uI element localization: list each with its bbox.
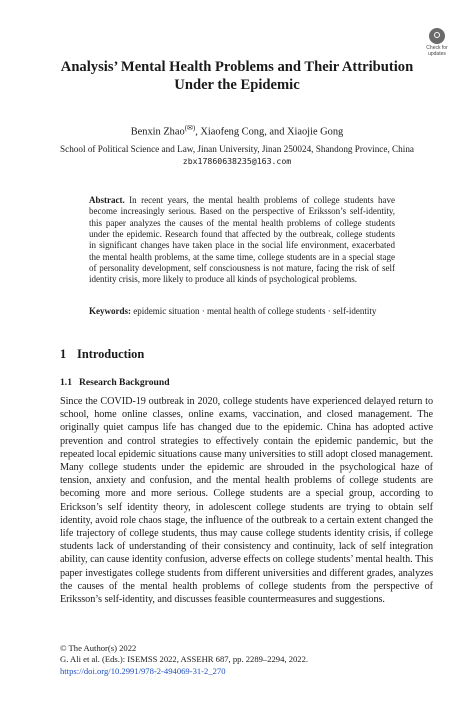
subsection-heading: [60, 377, 170, 389]
affiliation: [40, 144, 434, 167]
corresponding-author: Benxin Zhao: [130, 126, 185, 138]
co-authors: , Xiaofeng Cong, and Xiaojie Gong: [195, 126, 344, 138]
copyright: © The Author(s) 2022: [60, 643, 137, 653]
abstract-text: In recent years, the mental health problems of college students have become increasingly serious. Based on the perspective of Eriksson’s self-identity, this paper analyzes the causes of the mental health problems of college students under the epidemic. Research found that affected by the outbreak, college students in significant changes have taken place in the social life environment, exacerbated the mental health problems, at the same time, college students are in a special stage of personality development, self consciousness is not mature, facing the risk of self identity crisis, more likely to produce all kinds of psychological problems.: [89, 195, 395, 285]
body-paragraph: Since the COVID-19 outbreak in 2020, college students have experienced delayed return to school, home online classes, online exams, vaccination, and closed management. The originally quiet campus life has changed due to the epidemic. China has adopted active prevention and control strategies to effectively contain the epidemic pandemic, but the repeated local epidemic situations cause many universities to still adopt closed management. Many college students under the epidemic are shrouded in the psychological haze of tension, anxiety and confusion, and the mental health problems of college students are becoming more and more serious. College students are a special group, according to Erickson’s self identity theory, in adolescent college students are trying to obtain self identity, avoid role chaos stage, the influence of the outbreak to a certain extent changed the life trajectory of college students, thus may cause college students identity crisis, if college students lack of understanding of their consistency and continuity, lack of self integration ability, can cause identity confusion, adverse effects on college students’ mental health. This paper investigates college students from different universities and different grades, analyzes the causes of the mental health problems of college students from the perspective of Eriksson’s self-identity, and discusses feasible countermeasures and suggestions.: [60, 396, 433, 606]
badge-label: Check for updates: [426, 45, 448, 57]
doi-link[interactable]: https://doi.org/10.2991/978-2-494069-31-2_270: [60, 665, 226, 676]
section-number: 1: [60, 347, 67, 361]
keywords: [89, 306, 419, 317]
abstract: [89, 195, 395, 286]
subsection-title: Research Background: [79, 377, 170, 388]
keywords-text: epidemic situation · mental health of college students · self-identity: [133, 306, 377, 316]
paper-title: Analysis’ Mental Health Problems and Their Attribution Under the Epidemic: [60, 59, 414, 93]
section-heading: [60, 347, 144, 362]
footer: [60, 643, 433, 677]
citation: G. Ali et al. (Eds.): ISEMSS 2022, ASSEHR 687, pp. 2289–2294, 2022.: [60, 654, 309, 665]
abstract-label: Abstract.: [89, 195, 125, 205]
update-icon: [429, 28, 445, 44]
author-line: [40, 122, 434, 138]
keywords-label: Keywords:: [89, 306, 131, 316]
subsection-number: 1.1: [60, 377, 72, 388]
affiliation-text: School of Political Science and Law, Jinan University, Jinan 250024, Shandong Province, China: [60, 144, 414, 154]
author-email[interactable]: zbx17860638235@163.com: [182, 155, 292, 166]
envelope-icon: (✉): [184, 124, 196, 132]
section-title: Introduction: [77, 347, 145, 361]
